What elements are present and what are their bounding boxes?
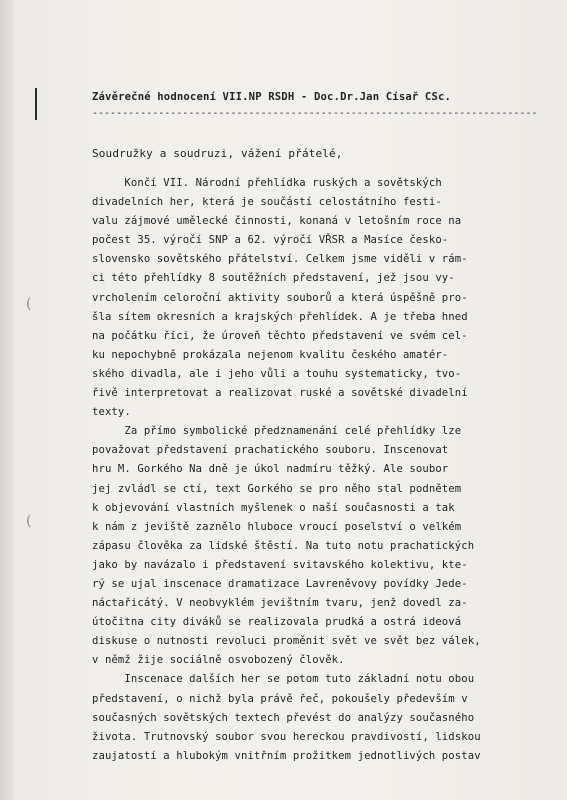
text-line: na počátku říci, že úroveň těchto představení ve svém cel-: [92, 329, 468, 342]
page-edge-shadow: [0, 0, 14, 800]
text-line: diskuse o nutnosti revoluci proměnit svět ve svět bez válek,: [92, 635, 481, 648]
text-line: k nám z jeviště zaznělo hluboce vroucí poselství o velkém: [92, 520, 462, 533]
text-line: vrcholením celoroční aktivity souborů a která úspěšně pro-: [92, 291, 468, 304]
text-line: Inscenace dalších her se potom tuto základní notu obou: [92, 673, 475, 686]
text-line: hru M. Gorkého Na dně je úkol nadmíru těžký. Ale soubor: [92, 463, 449, 476]
text-line: ského divadla, ale i jeho vůli a touhu systematicky, tvo-: [92, 367, 462, 380]
text-line: Za přímo symbolické předznamenání celé přehlídky lze: [92, 425, 462, 438]
document-header: Závěrečné hodnocení VII.NP RSDH - Doc.Dr.Jan Císař CSc.: [92, 91, 452, 103]
text-line: života. Trutnovský soubor svou hereckou pravdivostí, lidskou: [92, 730, 481, 743]
text-line: zápasu člověka za lidské štěstí. Na tuto notu prachatických: [92, 539, 475, 552]
text-line: divadelních her, která je součástí celostátního festi-: [92, 196, 442, 209]
salutation: Soudružky a soudruzi, vážení přátelé,: [92, 147, 343, 160]
header-rule: --------------------------------------------------------------------------: [92, 108, 538, 119]
text-line: texty.: [92, 406, 131, 419]
text-line: současných sovětských textech převést do analýzy současného: [92, 711, 475, 724]
text-line: ci této přehlídky 8 soutěžních představení, jež jsou vy-: [92, 272, 455, 285]
text-line: ku nepochybně prokázala nejenom kvalitu českého amatér-: [92, 348, 449, 361]
text-line: jej zvládl se ctí, text Gorkého se pro něho stal podnětem: [92, 482, 462, 495]
text-line: jako by navázalo i představení svitavského kolektivu, kte-: [92, 558, 468, 571]
text-line: počest 35. výročí SNP a 62. výročí VŘSR a Masíce česko-: [92, 234, 449, 247]
text-line: představení, o nichž byla právě řeč, pokoušely především v: [92, 692, 468, 705]
text-line: náctařicátý. V neobvyklém jevištním tvaru, jenž dovedl za-: [92, 597, 468, 610]
text-line: řivě interpretovat a realizovat ruské a sovětské divadelní: [92, 387, 468, 400]
margin-mark: [35, 88, 37, 120]
text-line: šla sítem okresních a krajských přehlídek. A je třeba hned: [92, 310, 468, 323]
document-body: [92, 174, 552, 766]
text-line: považovat představení prachatického souboru. Inscenovat: [92, 444, 449, 457]
text-line: útočitna city diváků se realizovala prudká a ostrá ideová: [92, 616, 462, 629]
text-line: valu zájmové umělecké činnosti, konaná v letošním roce na: [92, 215, 462, 228]
text-line: zaujatostí a hlubokým vnitřním prožitkem jednotlivých postav: [92, 749, 481, 762]
text-line: slovensko sovětského přátelství. Celkem jsme viděli v rám-: [92, 253, 468, 266]
text-line: rý se ujal inscenace dramatizace Lavreněvovy povídky Jede-: [92, 577, 468, 590]
punch-hole-mark: (: [26, 296, 32, 312]
text-line: Končí VII. Národní přehlídka ruských a sovětských: [92, 177, 442, 189]
text-line: k objevování vlastních myšlenek o naší současnosti a tak: [92, 501, 455, 514]
punch-hole-mark: (: [26, 513, 32, 529]
text-line: v němž žije sociálně osvobozený člověk.: [92, 654, 345, 667]
